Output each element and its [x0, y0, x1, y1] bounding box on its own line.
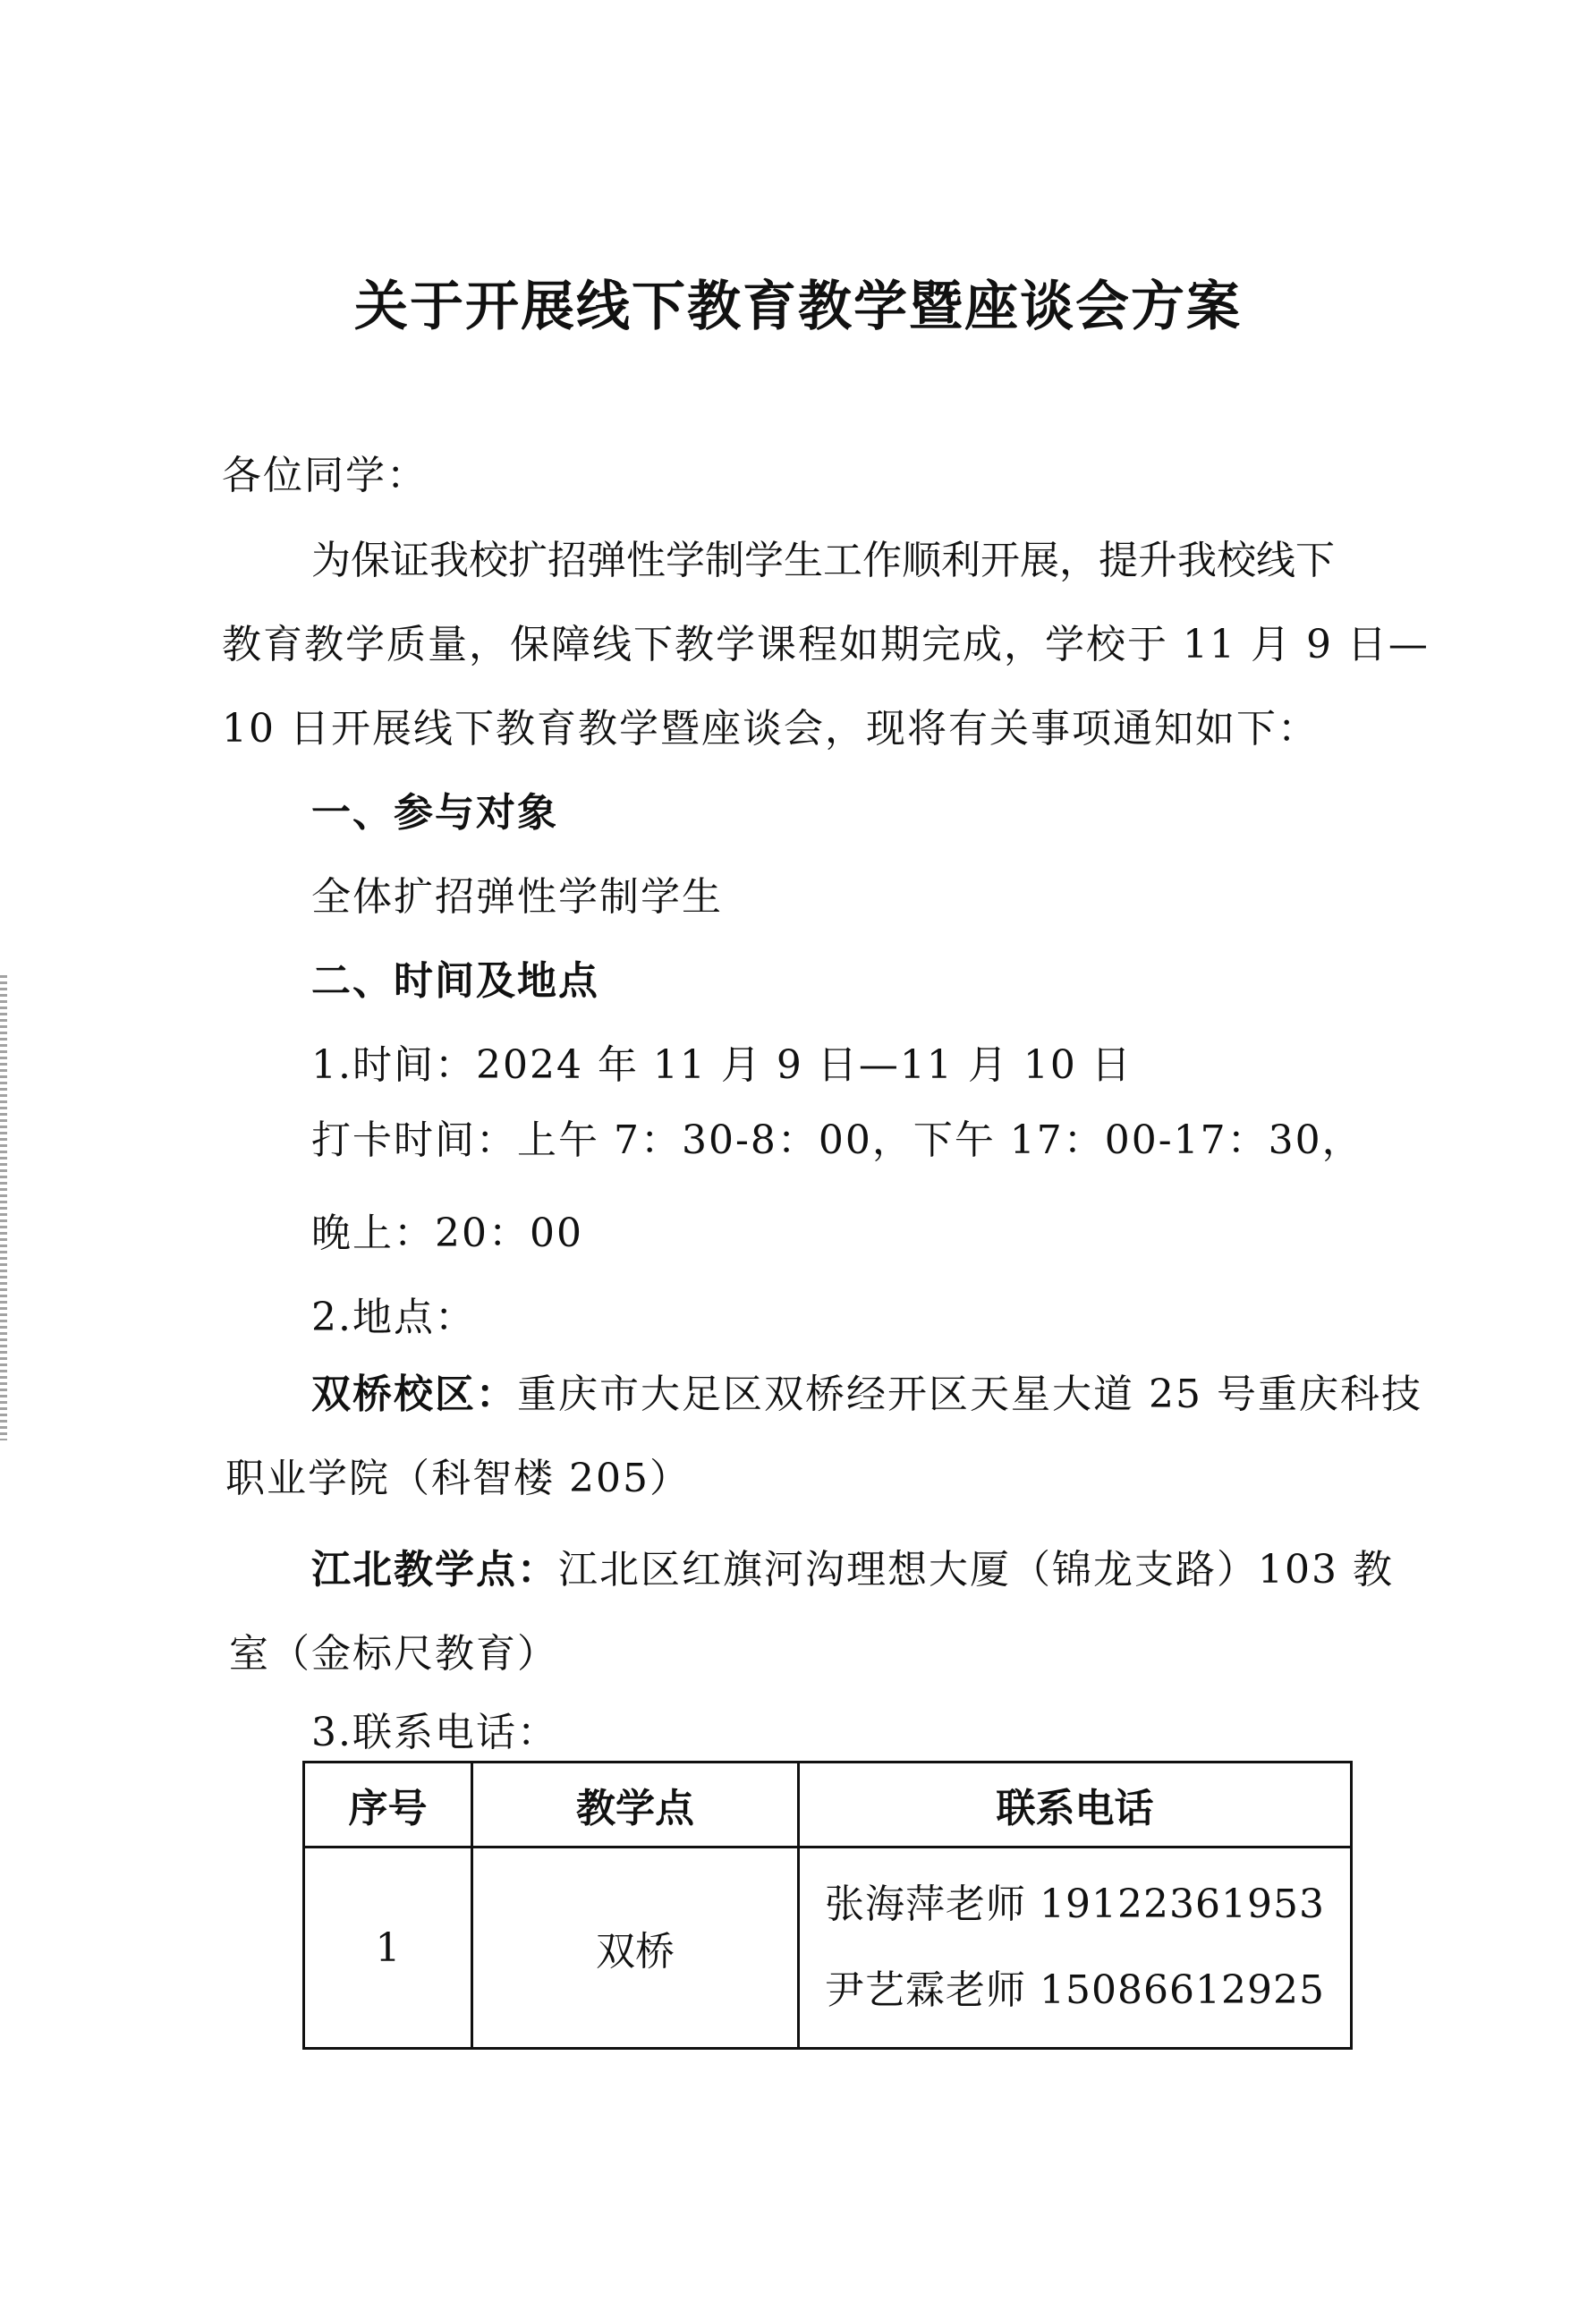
row-index: 1 [304, 1848, 472, 2049]
intro-line-3: 10 日开展线下教育教学暨座谈会，现将有关事项通知如下： [222, 706, 1319, 752]
jiangbei-address-line-1 [311, 1537, 1394, 1594]
header-site: 教学点 [472, 1763, 799, 1848]
checkin-time-line-1: 打卡时间：上午 7：30-8：00，下午 17：00-17：30， [311, 1117, 1363, 1163]
section-2-heading: 二、时间及地点 [311, 958, 599, 1004]
jiangbei-address-text: 江北区红旗河沟理想大厦（锦龙支路）103 教 [558, 1547, 1394, 1593]
document-title: 关于开展线下教育教学暨座谈会方案 [354, 276, 1242, 338]
phone-contact-2: 尹艺霖老师 15086612925 [825, 1967, 1325, 2013]
table-row [304, 1848, 1352, 2049]
phone-contact-1: 张海萍老师 19122361953 [825, 1882, 1325, 1927]
time-line: 1.时间：2024 年 11 月 9 日—11 月 10 日 [311, 1042, 1133, 1088]
jiangbei-address-line-2: 室（金标尺教育） [229, 1631, 558, 1677]
intro-line-2: 教育教学质量，保障线下教学课程如期完成，学校于 11 月 9 日— [222, 622, 1430, 667]
row-phones [799, 1848, 1352, 2049]
shuangqiao-address-text: 重庆市大足区双桥经开区天星大道 25 号重庆科技 [517, 1372, 1422, 1417]
intro-line-1 [311, 528, 1422, 585]
header-phone: 联系电话 [799, 1763, 1352, 1848]
table-header-row [304, 1763, 1352, 1848]
section-1-heading: 一、参与对象 [311, 790, 558, 836]
greeting: 各位同学： [222, 453, 428, 498]
shuangqiao-address-line-2: 职业学院（科智楼 205） [225, 1456, 691, 1501]
intro-line-1-text: 为保证我校扩招弹性学制学生工作顺利开展，提升我校线下 [311, 538, 1335, 583]
contact-table [302, 1761, 1353, 2050]
place-heading: 2.地点： [311, 1295, 476, 1340]
header-index: 序号 [304, 1763, 472, 1848]
shuangqiao-label: 双桥校区： [311, 1372, 517, 1417]
contact-heading: 3.联系电话： [311, 1710, 558, 1755]
section-1-content: 全体扩招弹性学制学生 [311, 874, 723, 920]
shuangqiao-address-line-1 [311, 1362, 1422, 1419]
jiangbei-label: 江北教学点： [311, 1547, 558, 1593]
checkin-time-line-2: 晚上：20：00 [311, 1210, 583, 1256]
scan-edge-mark [0, 975, 7, 1440]
row-site: 双桥 [472, 1848, 799, 2049]
